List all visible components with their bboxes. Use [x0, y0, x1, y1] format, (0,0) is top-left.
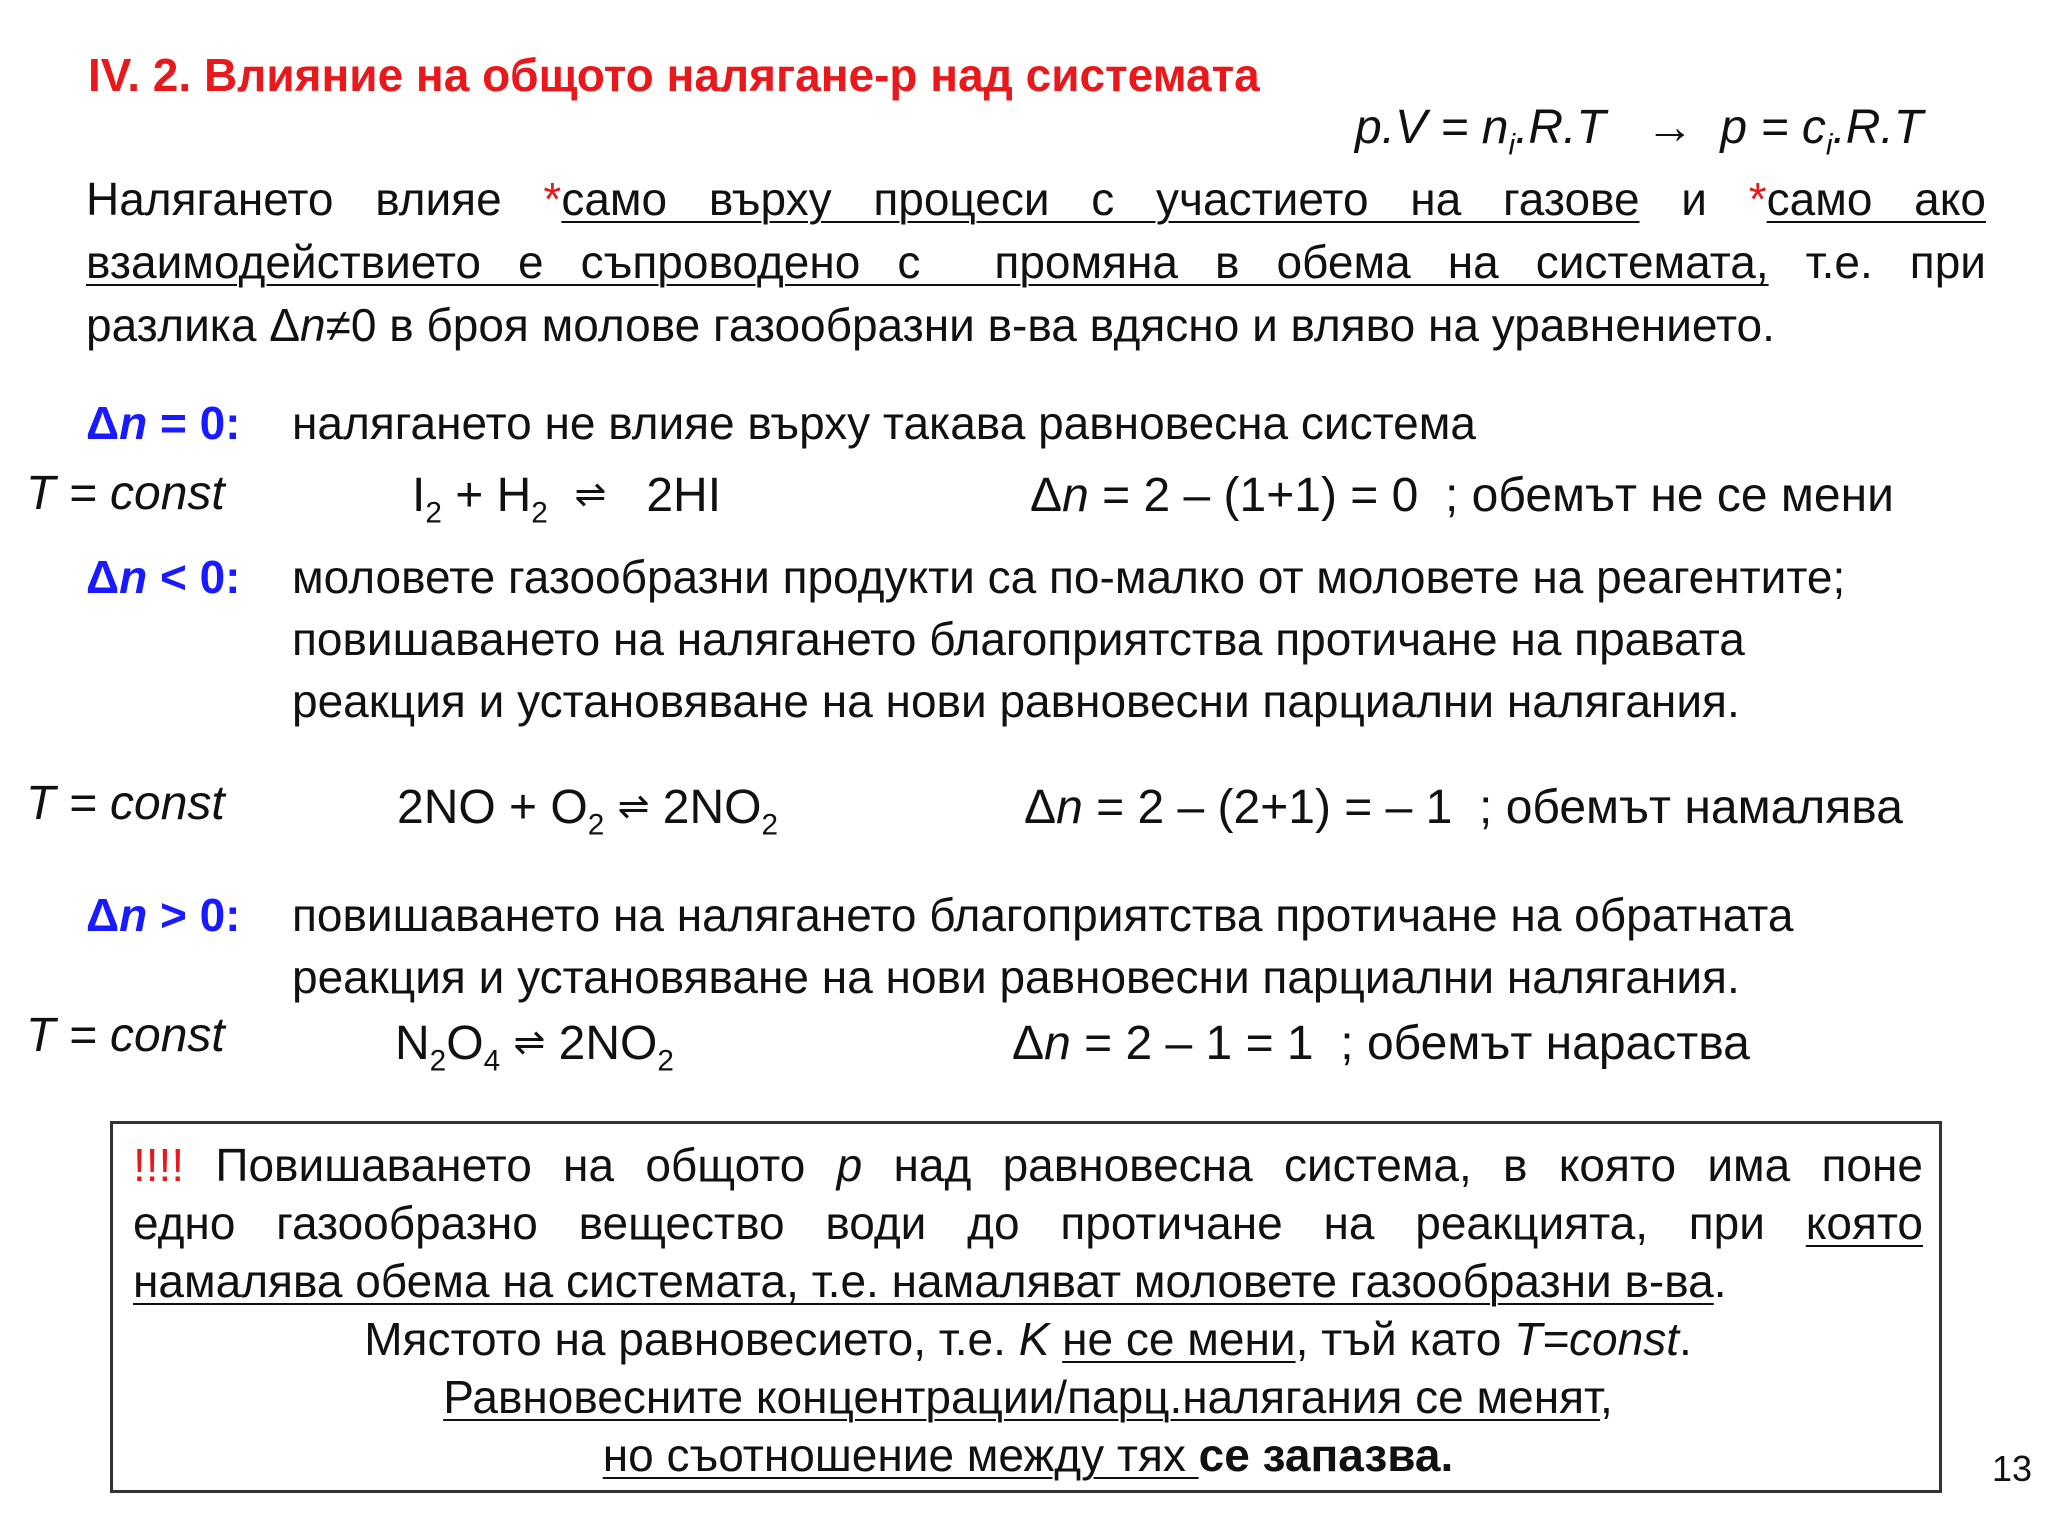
- delta-n-calc-positive: Δn = 2 – 1 = 1 ; обемът нараства: [1012, 1017, 1750, 1070]
- conclusion-line: Мястото на равновесието, т.е. K не се мени, тъй като T=const.: [364, 1313, 1692, 1365]
- intro-line: взаимодействието е съпроводено с промяна в обема на системата, т.е. при: [86, 236, 1986, 288]
- delta-n-positive-text: [292, 884, 1793, 1008]
- text-line: реакция и установяване на нови равновесни парциални налягания.: [292, 951, 1740, 1003]
- t-const-label: T = const: [26, 467, 225, 520]
- page-number: 13: [1992, 1448, 2033, 1489]
- text-line: повишаването на налягането благоприятства протичане на правата: [292, 613, 1745, 665]
- delta-n-positive-label: Δn > 0:: [86, 889, 241, 941]
- delta-n-negative-label: Δn < 0:: [86, 551, 241, 603]
- text-line: повишаването на налягането благоприятства протичане на обратната: [292, 889, 1794, 941]
- reaction-n2o4: $N_2O_4$ ⇌ $2NO_2$: [395, 1017, 674, 1078]
- delta-n-calc-negative: Δn = 2 – (2+1) = – 1 ; обемът намалява: [1024, 781, 1903, 834]
- conclusion-box: [110, 1121, 1942, 1493]
- intro-paragraph: [86, 168, 1986, 357]
- intro-line: разлика Δn≠0 в броя молове газообразни в-ва вдясно и вляво на уравнението.: [86, 299, 1775, 351]
- intro-line: Налягането влияе *само върху процеси с участието на газове и *само ако: [86, 173, 1986, 225]
- delta-n-negative-text: [292, 546, 1845, 732]
- conclusion-line: едно газообразно вещество води до протичане на реакцията, при която: [133, 1197, 1923, 1249]
- conclusion-line: но съотношение между тях се запазва.: [602, 1429, 1454, 1481]
- slide-title: IV. 2. Влияние на общото налягане-р над системата: [88, 49, 1260, 101]
- t-const-label: T = const: [26, 1009, 225, 1062]
- reaction-hi: $I_2 + H_2$ ⇌ 2HI: [412, 469, 722, 530]
- delta-n-calc-zero: Δn = 2 – (1+1) = 0 ; обемът не се мени: [1030, 469, 1894, 522]
- delta-n-zero-label: Δn = 0:: [86, 397, 241, 449]
- conclusion-text: [133, 1136, 1923, 1484]
- text-line: реакция и установяване на нови равновесни парциални налягания.: [292, 675, 1740, 727]
- reaction-no2: $2NO + O_2$ ⇌ $2NO_2$: [397, 781, 779, 842]
- conclusion-line: !!!! Повишаването на общото p над равновесна система, в която има поне: [133, 1139, 1924, 1191]
- conclusion-line: Равновесните концентрации/парц.налягания се менят,: [443, 1371, 1613, 1423]
- text-line: моловете газообразни продукти са по-малко от моловете на реагентите;: [292, 551, 1846, 603]
- delta-n-zero-text: налягането не влияе върху такава равновесна система: [292, 397, 1476, 449]
- ideal-gas-formula: $p.V = n_i.R.T \to p = c_i.R.T$: [1355, 101, 1924, 162]
- conclusion-line: намалява обема на системата, т.е. намаляват моловете газообразни в-ва.: [133, 1255, 1727, 1307]
- t-const-label: T = const: [26, 777, 225, 830]
